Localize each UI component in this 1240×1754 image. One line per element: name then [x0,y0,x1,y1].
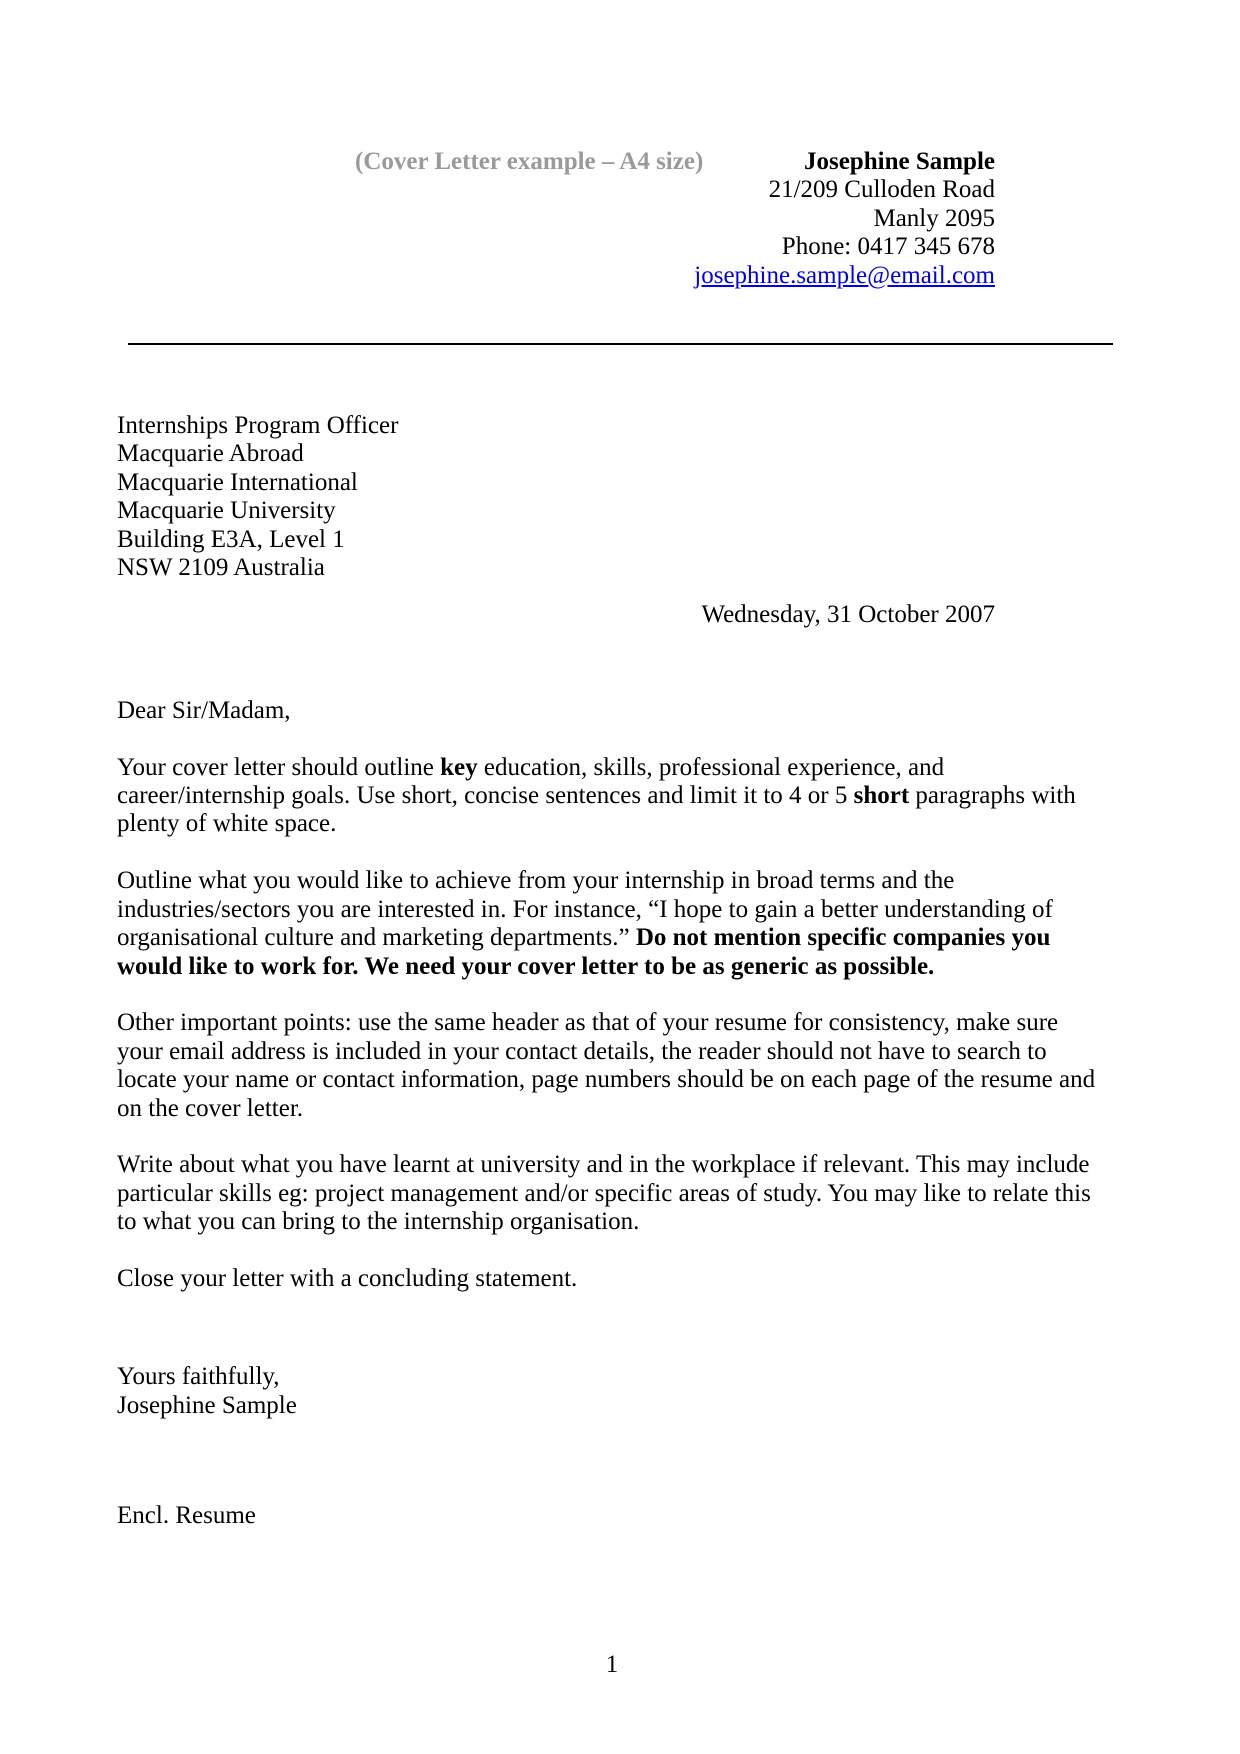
recipient-line: NSW 2109 Australia [117,554,325,582]
body-paragraph-5: Close your letter with a concluding statement. [117,1264,578,1292]
recipient-block [117,412,1107,582]
page-number: 1 [605,1650,619,1678]
body-paragraph-3: Other important points: use the same header as that of your resume for consistency, make sure your email address is included in your contact details, the reader should not have to search to locate your name or contact information, page numbers should be on each page of the resume and on the cover letter. [117,1009,1096,1122]
letter-header [117,148,1107,290]
sender-phone: Phone: 0417 345 678 [781,233,995,261]
salutation: Dear Sir/Madam, [117,696,291,724]
recipient-line: Building E3A, Level 1 [117,525,345,553]
signoff-block [117,1363,1107,1420]
body-paragraph-1: Your cover letter should outline key education, skills, professional experience, and career/internship goals. Use short, concise sentences and limit it to 4 or 5 short paragraphs with plenty of white space. [117,753,1076,838]
body-paragraph-4: Write about what you have learnt at university and in the workplace if relevant. This may include particular skills eg: project management and/or specific areas of study. You may like to relate this to what you can bring to the internship organisation. [117,1151,1091,1236]
signoff-line: Yours faithfully, [117,1363,280,1391]
sender-address-line: Manly 2095 [873,204,995,232]
sender-address-line: 21/209 Culloden Road [768,176,995,204]
letter-date: Wednesday, 31 October 2007 [701,601,995,629]
divider-line [128,343,1113,345]
signature-name: Josephine Sample [117,1391,297,1419]
annotation-note: (Cover Letter example – A4 size) [355,148,704,175]
sender-email-link[interactable]: josephine.sample@email.com [694,261,995,289]
recipient-line: Internships Program Officer [117,412,399,440]
recipient-line: Macquarie University [117,497,336,525]
sender-name: Josephine Sample [803,148,995,175]
enclosure-note: Encl. Resume [117,1502,256,1530]
recipient-line: Macquarie Abroad [117,440,304,468]
sender-email-row [117,262,995,290]
recipient-line: Macquarie International [117,468,358,496]
body-paragraph-2: Outline what you would like to achieve from your internship in broad terms and the industries/sectors you are interested in. For instance, “I hope to gain a better understanding of organisational culture and marketing departments.” Do not mention specific companies you would like to work for. We need your cover letter to be as generic as possible. [117,867,1053,980]
